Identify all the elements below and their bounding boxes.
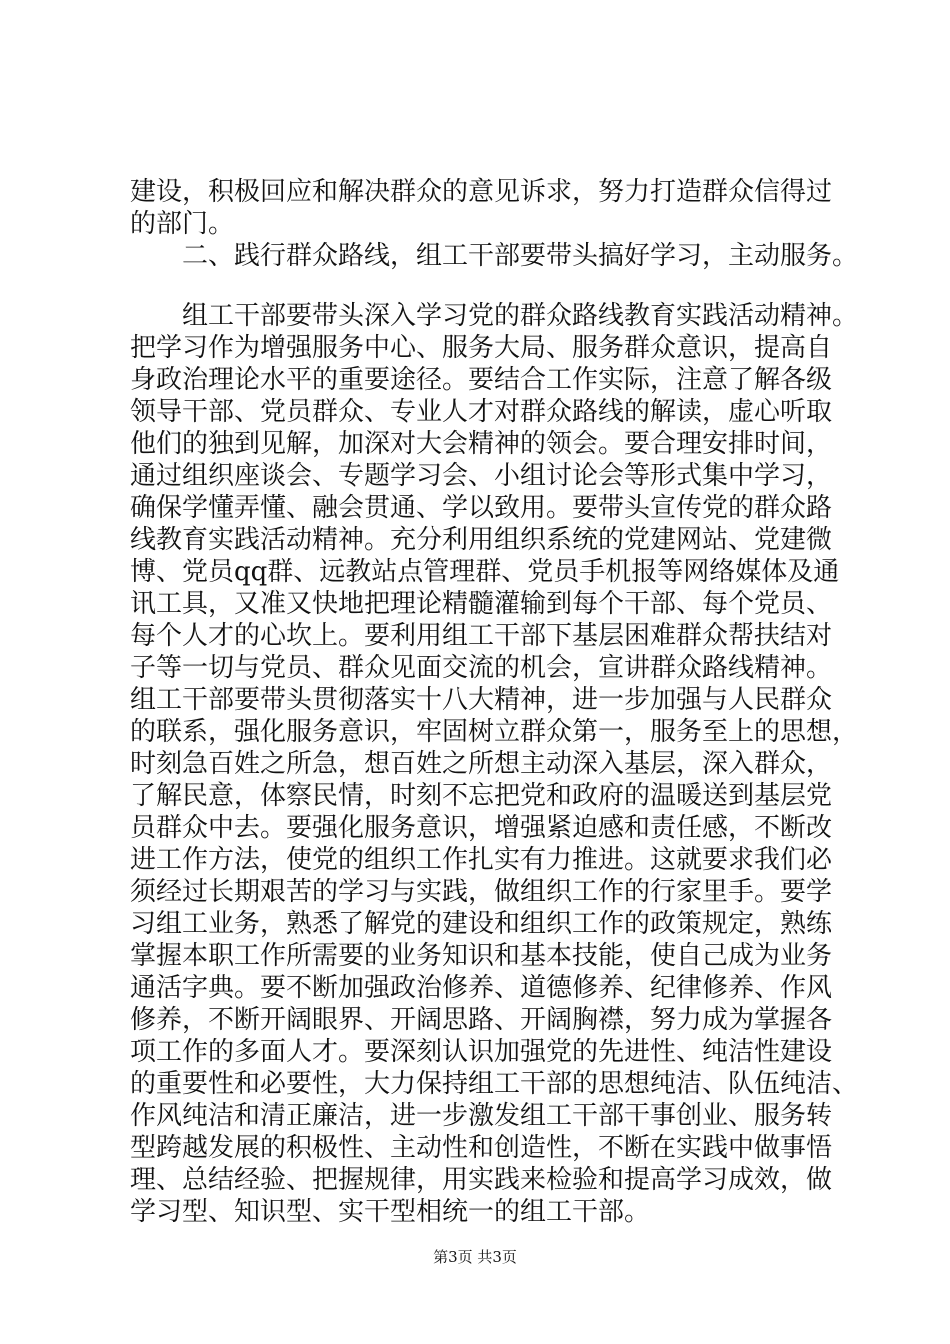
body-line: 讯工具，又准又快地把理论精髓灌输到每个干部、每个党员、 xyxy=(130,589,833,619)
body-line: 的联系，强化服务意识，牢固树立群众第一，服务至上的思想， xyxy=(130,717,859,747)
body-line: 了解民意，体察民情，时刻不忘把党和政府的温暖送到基层党 xyxy=(130,781,833,811)
body-line: 通活字典。要不断加强政治修养、道德修养、纪律修养、作风 xyxy=(130,973,833,1003)
body-line: 学习型、知识型、实干型相统一的组工干部。 xyxy=(130,1197,651,1227)
body-line: 型跨越发展的积极性、主动性和创造性，不断在实践中做事悟 xyxy=(130,1133,833,1163)
body-line: 确保学懂弄懂、融会贯通、学以致用。要带头宣传党的群众路 xyxy=(130,493,833,523)
body-line: 他们的独到见解，加深对大会精神的领会。要合理安排时间， xyxy=(130,429,833,459)
body-line: 身政治理论水平的重要途径。要结合工作实际，注意了解各级 xyxy=(130,365,833,395)
body-line: 子等一切与党员、群众见面交流的机会，宣讲群众路线精神。 xyxy=(130,653,833,683)
body-line: 进工作方法，使党的组织工作扎实有力推进。这就要求我们必 xyxy=(130,845,833,875)
body-line: 理、总结经验、把握规律，用实践来检验和提高学习成效，做 xyxy=(130,1165,833,1195)
body-line: 时刻急百姓之所急，想百姓之所想主动深入基层，深入群众， xyxy=(130,749,833,779)
body-line: 作风纯洁和清正廉洁，进一步激发组工干部干事创业、服务转 xyxy=(130,1101,833,1131)
body-line: 员群众中去。要强化服务意识，增强紧迫感和责任感，不断改 xyxy=(130,813,833,843)
body-line: 掌握本职工作所需要的业务知识和基本技能，使自己成为业务 xyxy=(130,941,833,971)
body-line: 领导干部、党员群众、专业人才对群众路线的解读，虚心听取 xyxy=(130,397,833,427)
body-line: 须经过长期艰苦的学习与实践，做组织工作的行家里手。要学 xyxy=(130,877,833,907)
body-line: 项工作的多面人才。要深刻认识加强党的先进性、纯洁性建设 xyxy=(130,1037,833,1067)
body-line: 每个人才的心坎上。要利用组工干部下基层困难群众帮扶结对 xyxy=(130,621,833,651)
body-line: 组工干部要带头深入学习党的群众路线教育实践活动精神。 xyxy=(182,301,859,331)
paragraph-continuation-line: 建设，积极回应和解决群众的意见诉求，努力打造群众信得过 xyxy=(130,177,833,207)
body-line: 把学习作为增强服务中心、服务大局、服务群众意识，提高自 xyxy=(130,333,833,363)
body-line: 的重要性和必要性，大力保持组工干部的思想纯洁、队伍纯洁、 xyxy=(130,1069,859,1099)
body-line: 组工干部要带头贯彻落实十八大精神，进一步加强与人民群众 xyxy=(130,685,833,715)
body-line: 修养，不断开阔眼界、开阔思路、开阔胸襟，努力成为掌握各 xyxy=(130,1005,833,1035)
body-line: 习组工业务，熟悉了解党的建设和组织工作的政策规定，熟练 xyxy=(130,909,833,939)
page-footer: 第3页 共3页 xyxy=(433,1248,517,1266)
paragraph-continuation-line: 的部门。 xyxy=(130,209,235,239)
body-line: 线教育实践活动精神。充分利用组织系统的党建网站、党建微 xyxy=(130,525,833,555)
section-heading: 二、践行群众路线，组工干部要带头搞好学习，主动服务。 xyxy=(182,241,859,271)
body-line: 通过组织座谈会、专题学习会、小组讨论会等形式集中学习， xyxy=(130,461,833,491)
body-line: 博、党员qq群、远教站点管理群、党员手机报等网络媒体及通 xyxy=(130,557,840,587)
